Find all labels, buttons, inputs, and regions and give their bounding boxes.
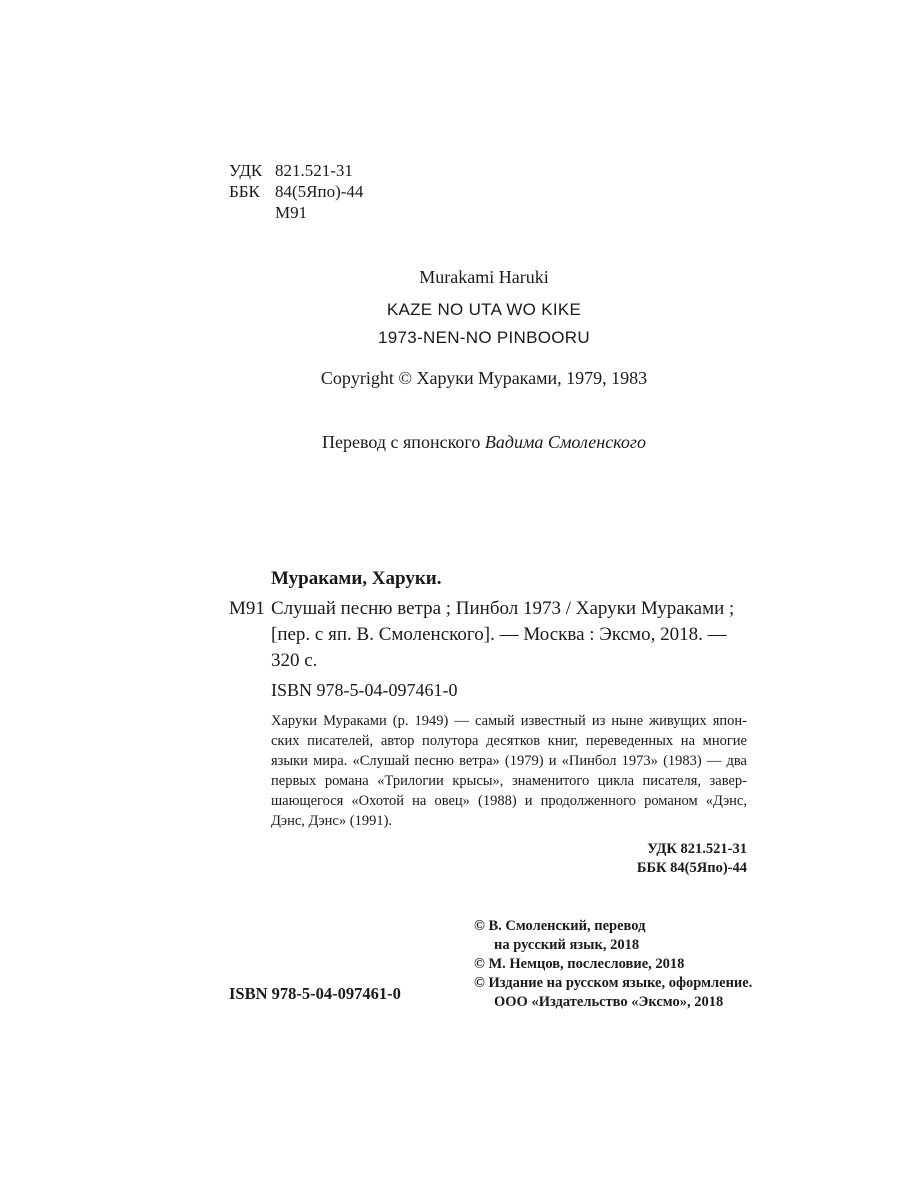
classification-block bbox=[229, 160, 363, 223]
original-title-line2: 1973-NEN-NO PINBOORU bbox=[378, 328, 590, 347]
description bbox=[271, 711, 747, 831]
translation-line bbox=[0, 432, 900, 453]
bib-line: 320 с. bbox=[271, 650, 318, 671]
footer-isbn: ISBN 978-5-04-097461-0 bbox=[229, 984, 401, 1003]
bib-line: [пер. с яп. В. Смоленского]. — Москва : Эксмо, 2018. — bbox=[271, 624, 727, 645]
translator-name: Вадима Смоленского bbox=[484, 432, 646, 452]
original-author: Murakami Haruki bbox=[419, 267, 549, 287]
bib-line: Слушай песню ветра ; Пинбол 1973 / Харуки Мураками ; bbox=[271, 598, 735, 619]
copyright-item: © М. Немцов, послесловие, 2018 bbox=[474, 956, 685, 972]
description-line: первых романа «Трилогии крысы», знаменитого цикла писателя, завер- bbox=[271, 773, 747, 789]
description-line: языки мира. «Слушай песню ветра» (1979) и «Пинбол 1973» (1983) — два bbox=[271, 753, 747, 769]
copyright-item: ООО «Издательство «Эксмо», 2018 bbox=[494, 994, 724, 1010]
description-line: ских писателей, автор полутора десятков книг, переведенных на многие bbox=[271, 733, 747, 749]
index-bbk: ББК 84(5Япо)-44 bbox=[636, 860, 747, 876]
index-udk: УДК 821.521-31 bbox=[647, 841, 747, 857]
translation-prefix: Перевод с японского bbox=[322, 432, 481, 452]
bbk-label: ББК bbox=[229, 182, 260, 201]
copyright-item: © В. Смоленский, перевод bbox=[474, 918, 646, 934]
author-mark-row bbox=[229, 202, 363, 223]
description-line: Дэнс, Дэнс» (1991). bbox=[271, 813, 393, 829]
udk-row bbox=[229, 160, 363, 181]
footer-copyrights bbox=[474, 917, 752, 1012]
copyright-line: Copyright © Харуки Мураками, 1979, 1983 bbox=[320, 368, 648, 388]
author-mark: М91 bbox=[275, 203, 308, 222]
bbk-value: 84(5Япо)-44 bbox=[275, 182, 364, 201]
bib-heading: Мураками, Харуки. bbox=[271, 568, 442, 589]
copyright-item: © Издание на русском языке, оформление. bbox=[474, 975, 753, 991]
bib-mark: М91 bbox=[229, 598, 265, 619]
description-line: шающегося «Охотой на овец» (1988) и продолженного романом «Дэнс, bbox=[271, 793, 747, 809]
index-codes bbox=[600, 840, 747, 878]
bib-isbn: ISBN 978-5-04-097461-0 bbox=[271, 680, 458, 700]
bib-body bbox=[271, 596, 734, 674]
copyright-item: на русский язык, 2018 bbox=[494, 937, 640, 953]
udk-label: УДК bbox=[229, 161, 263, 180]
description-line: Харуки Мураками (р. 1949) — самый известный из ныне живущих япон- bbox=[271, 713, 747, 729]
bbk-row bbox=[229, 181, 363, 202]
original-title-line1: KAZE NO UTA WO KIKE bbox=[386, 300, 582, 319]
udk-value: 821.521-31 bbox=[275, 161, 353, 180]
